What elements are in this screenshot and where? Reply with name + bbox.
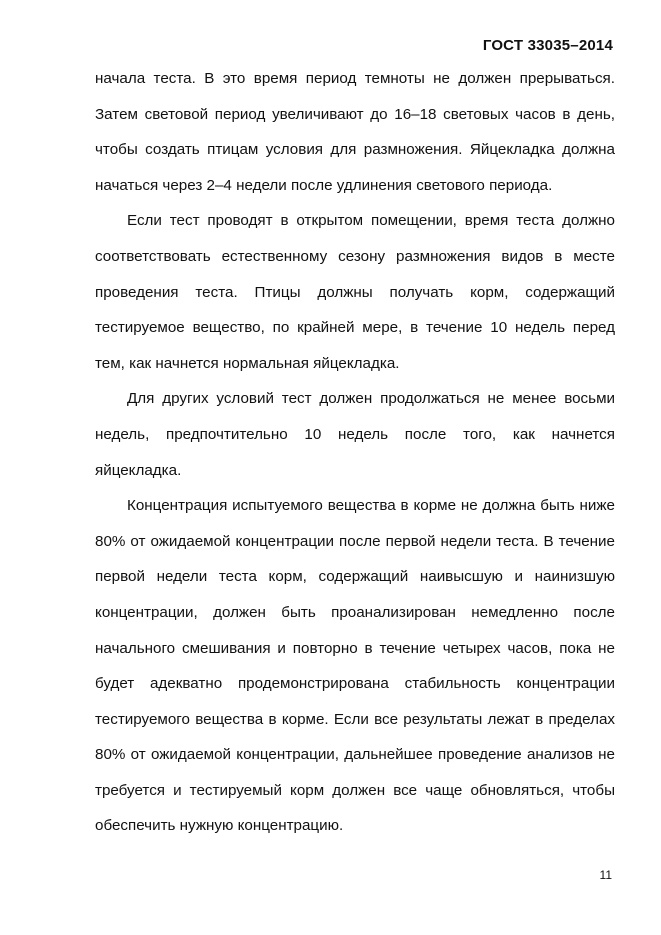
paragraph: Концентрация испытуемого вещества в корме не должна быть ниже 80% от ожидаемой концентрации после первой недели теста. В течение первой недели теста корм, содержащий наивысшую и наинизшую концентрации, должен быть проанализирован немедленно после начального смешивания и повторно в течение четырех часов, пока не будет адекватно продемонстрирована стабильность концентрации тестируемого вещества в корме. Если все результаты лежат в пределах 80% от ожидаемой концентрации, дальнейшее проведение анализов не требуется и тестируемый корм должен все чаще обновляться, чтобы обеспечить нужную концентрацию. <box>95 497 615 835</box>
page-number: 11 <box>599 868 612 882</box>
document-body <box>95 61 615 844</box>
paragraph: Если тест проводят в открытом помещении, время теста должно соответствовать естественному сезону размножения видов в месте проведения теста. Птицы должны получать корм, содержащий тестируемое вещество, по крайней мере, в течение 10 недель перед тем, как начнется нормальная яйцекладка. <box>95 212 615 372</box>
paragraph: Для других условий тест должен продолжаться не менее восьми недель, предпочтительно 10 недель после того, как начнется яйцекладка. <box>95 390 615 479</box>
document-code-header: ГОСТ 33035–2014 <box>482 37 613 54</box>
paragraph-continuation: начала теста. В это время период темноты не должен прерываться. Затем световой период увеличивают до 16–18 световых часов в день, чтобы создать птицам условия для размножения. Яйцекладка должна начаться через 2–4 недели после удлинения светового периода. <box>95 70 615 194</box>
